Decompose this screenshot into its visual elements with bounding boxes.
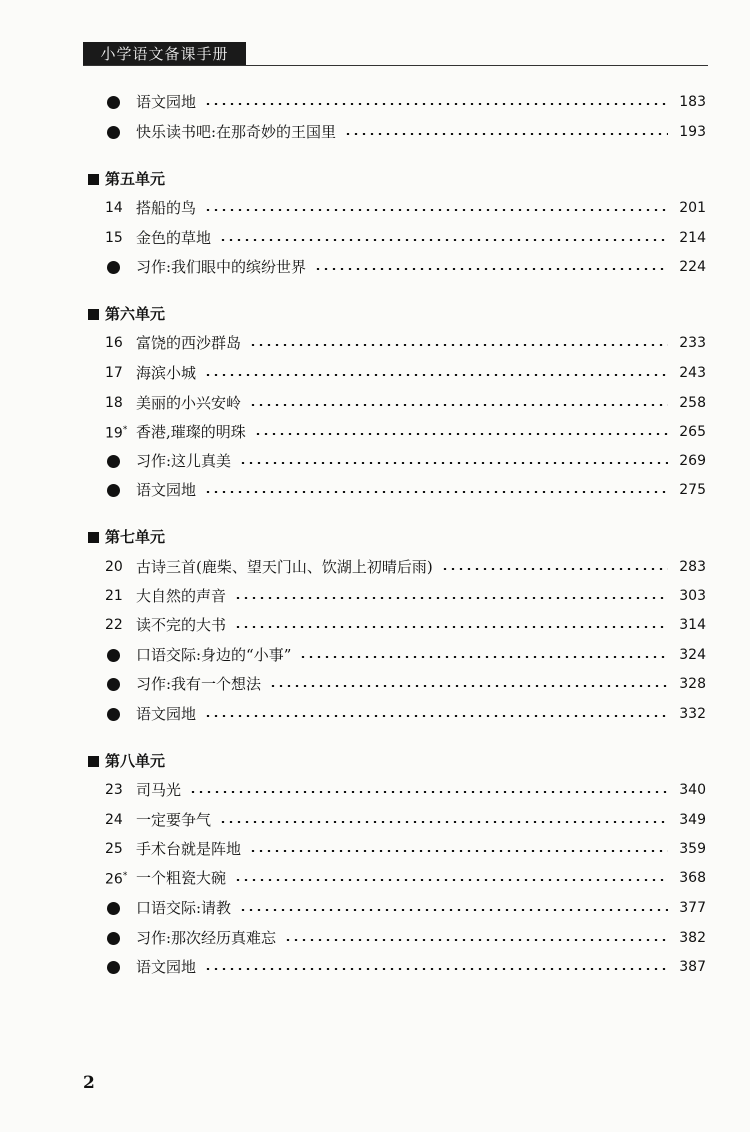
section-heading-text: 第七单元 (105, 528, 166, 546)
lesson-number-text: 16 (105, 335, 123, 351)
section-heading-text: 第六单元 (105, 305, 166, 323)
toc-entry-page: 258 (679, 395, 706, 411)
toc-entry-title: 一定要争气 (136, 811, 212, 829)
bullet-marker (88, 255, 136, 279)
lesson-number (88, 555, 136, 579)
filled-circle-icon (107, 902, 120, 915)
toc-entry[interactable] (88, 926, 706, 950)
toc-entry-title: 习作:这儿真美 (136, 452, 232, 470)
lesson-number-text: 21 (105, 588, 123, 604)
toc-entry-page: 183 (679, 94, 706, 110)
toc-entry-title: 习作:我有一个想法 (136, 675, 262, 693)
dot-leader (239, 462, 668, 464)
toc-entry[interactable] (88, 808, 706, 832)
toc-entry-title: 口语交际:身边的“小事” (136, 646, 292, 664)
toc-entry-page: 265 (679, 424, 706, 440)
toc-entry-page: 340 (679, 782, 706, 798)
dot-leader (204, 968, 668, 970)
toc-entry-title: 海滨小城 (136, 364, 197, 382)
toc-entry-page: 275 (679, 482, 706, 498)
toc-entry-title: 一个粗瓷大碗 (136, 869, 227, 887)
toc-entry[interactable] (88, 584, 706, 608)
dot-leader (204, 103, 668, 105)
toc-entry-page: 283 (679, 559, 706, 575)
square-bullet-icon (88, 174, 99, 185)
toc-entry[interactable] (88, 361, 706, 385)
dot-leader (204, 715, 668, 717)
dot-leader (239, 909, 668, 911)
bullet-marker (88, 478, 136, 502)
lesson-number-text: 15 (105, 230, 123, 246)
toc-entry[interactable] (88, 643, 706, 667)
toc-entry[interactable] (88, 837, 706, 861)
toc-entry-title: 语文园地 (136, 958, 197, 976)
toc-entry[interactable] (88, 866, 706, 890)
dot-leader (234, 626, 668, 628)
toc-entry[interactable] (88, 778, 706, 802)
bullet-marker (88, 955, 136, 979)
toc-entry-page: 303 (679, 588, 706, 604)
dot-leader (249, 344, 668, 346)
optional-lesson-star-icon: * (122, 425, 128, 436)
dot-leader (249, 850, 668, 852)
dot-leader (299, 656, 668, 658)
lesson-number (88, 613, 136, 637)
toc-entry-title: 古诗三首(鹿柴、望天门山、饮湖上初晴后雨) (136, 558, 433, 576)
toc-entry-title: 语文园地 (136, 481, 197, 499)
toc-entry-page: 382 (679, 930, 706, 946)
lesson-number (88, 391, 136, 415)
toc-entry-page: 201 (679, 200, 706, 216)
square-bullet-icon (88, 309, 99, 320)
toc-entry-title: 手术台就是阵地 (136, 840, 242, 858)
lesson-number-text: 26 (105, 871, 123, 888)
filled-circle-icon (107, 649, 120, 662)
dot-leader (204, 491, 668, 493)
filled-circle-icon (107, 932, 120, 945)
toc-entry-page: 328 (679, 676, 706, 692)
bullet-marker (88, 643, 136, 667)
section-heading-text: 第五单元 (105, 170, 166, 188)
toc-entry[interactable] (88, 120, 706, 144)
toc-entry-page: 214 (679, 230, 706, 246)
toc-entry-page: 332 (679, 706, 706, 722)
toc-entry-page: 233 (679, 335, 706, 351)
toc-entry[interactable] (88, 226, 706, 250)
bullet-marker (88, 672, 136, 696)
bullet-marker (88, 120, 136, 144)
lesson-number (88, 864, 136, 892)
toc-entry-title: 口语交际:请教 (136, 899, 232, 917)
toc-entry-page: 224 (679, 259, 706, 275)
toc-entry-title: 快乐读书吧:在那奇妙的王国里 (136, 123, 337, 141)
section-heading-text: 第八单元 (105, 752, 166, 770)
lesson-number-text: 22 (105, 617, 123, 633)
filled-circle-icon (107, 126, 120, 139)
toc-entry-page: 324 (679, 647, 706, 663)
toc-entry-title: 大自然的声音 (136, 587, 227, 605)
toc-entry-title: 搭船的鸟 (136, 199, 197, 217)
page-number: 2 (83, 1073, 95, 1093)
dot-leader (204, 374, 668, 376)
lesson-number-text: 17 (105, 365, 123, 381)
toc-entry-title: 香港,璀璨的明珠 (136, 423, 246, 441)
toc-entry-title: 司马光 (136, 781, 182, 799)
lesson-number (88, 837, 136, 861)
filled-circle-icon (107, 678, 120, 691)
dot-leader (254, 433, 668, 435)
dot-leader (314, 268, 668, 270)
lesson-number-text: 25 (105, 841, 123, 857)
square-bullet-icon (88, 532, 99, 543)
dot-leader (284, 939, 668, 941)
square-bullet-icon (88, 756, 99, 767)
section-heading (88, 750, 165, 772)
dot-leader (204, 209, 668, 211)
toc-entry[interactable] (88, 196, 706, 220)
dot-leader (219, 239, 668, 241)
toc-entry[interactable] (88, 478, 706, 502)
dot-leader (344, 133, 668, 135)
bullet-marker (88, 926, 136, 950)
lesson-number-text: 24 (105, 812, 123, 828)
toc-entry[interactable] (88, 702, 706, 726)
toc-entry[interactable] (88, 90, 706, 114)
dot-leader (234, 597, 668, 599)
bullet-marker (88, 896, 136, 920)
toc-entry-page: 359 (679, 841, 706, 857)
lesson-number-text: 18 (105, 395, 123, 411)
dot-leader (249, 404, 668, 406)
toc-entry[interactable] (88, 613, 706, 637)
toc-entry[interactable] (88, 555, 706, 579)
filled-circle-icon (107, 96, 120, 109)
toc-entry-title: 习作:那次经历真难忘 (136, 929, 277, 947)
lesson-number (88, 808, 136, 832)
bullet-marker (88, 702, 136, 726)
toc-entry[interactable] (88, 672, 706, 696)
toc-entry-title: 美丽的小兴安岭 (136, 394, 242, 412)
toc-entry-page: 387 (679, 959, 706, 975)
toc-entry[interactable] (88, 896, 706, 920)
header-rule (83, 65, 708, 66)
toc-entry[interactable] (88, 449, 706, 473)
toc-entry[interactable] (88, 331, 706, 355)
lesson-number-text: 19 (105, 425, 123, 442)
toc-entry-page: 314 (679, 617, 706, 633)
bullet-marker (88, 449, 136, 473)
lesson-number (88, 584, 136, 608)
toc-entry-page: 243 (679, 365, 706, 381)
toc-entry-title: 语文园地 (136, 93, 197, 111)
optional-lesson-star-icon: * (122, 871, 128, 882)
toc-entry-title: 金色的草地 (136, 229, 212, 247)
lesson-number-text: 14 (105, 200, 123, 216)
toc-entry-title: 习作:我们眼中的缤纷世界 (136, 258, 307, 276)
lesson-number-text: 23 (105, 782, 123, 798)
dot-leader (219, 821, 668, 823)
filled-circle-icon (107, 708, 120, 721)
toc-entry-title: 读不完的大书 (136, 616, 227, 634)
toc-entry-page: 377 (679, 900, 706, 916)
filled-circle-icon (107, 455, 120, 468)
filled-circle-icon (107, 484, 120, 497)
filled-circle-icon (107, 961, 120, 974)
toc-entry-title: 语文园地 (136, 705, 197, 723)
dot-leader (441, 568, 668, 570)
toc-entry-title: 富饶的西沙群岛 (136, 334, 242, 352)
dot-leader (189, 791, 668, 793)
lesson-number (88, 778, 136, 802)
lesson-number (88, 226, 136, 250)
lesson-number (88, 418, 136, 446)
toc-entry-page: 368 (679, 870, 706, 886)
filled-circle-icon (107, 261, 120, 274)
toc-entry[interactable] (88, 955, 706, 979)
dot-leader (269, 685, 668, 687)
toc-entry-page: 193 (679, 124, 706, 140)
section-heading (88, 168, 165, 190)
toc-entry-page: 269 (679, 453, 706, 469)
lesson-number (88, 361, 136, 385)
section-heading (88, 526, 165, 548)
toc-entry-page: 349 (679, 812, 706, 828)
toc-entry[interactable] (88, 420, 706, 444)
lesson-number (88, 331, 136, 355)
lesson-number-text: 20 (105, 559, 123, 575)
running-header: 小学语文备课手册 (83, 42, 246, 66)
dot-leader (234, 879, 668, 881)
bullet-marker (88, 90, 136, 114)
section-heading (88, 303, 165, 325)
lesson-number (88, 196, 136, 220)
toc-entry[interactable] (88, 255, 706, 279)
toc-entry[interactable] (88, 391, 706, 415)
